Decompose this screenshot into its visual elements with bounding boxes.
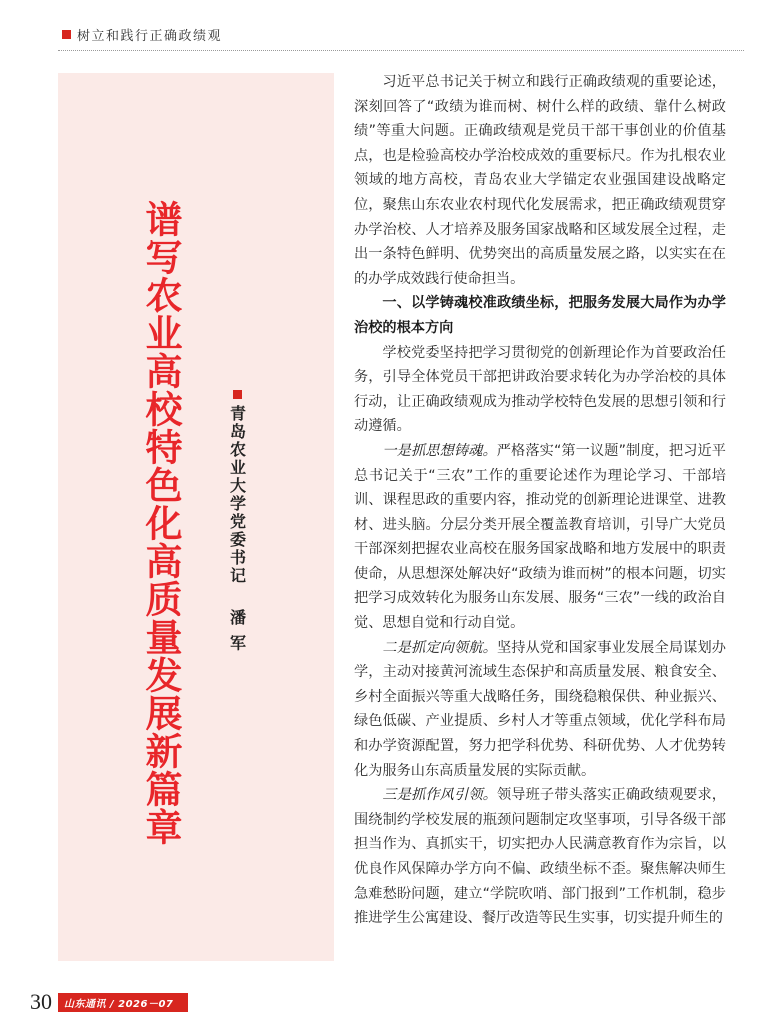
paragraph-4	[354, 636, 726, 784]
paragraph-5-text: 领导班子带头落实正确政绩观要求，围绕制约学校发展的瓶颈问题制定攻坚事项，引导各级干部担当作为、真抓实干，切实把办人民满意教育作为宗旨，以优良作风保障办学方向不偏、政绩坐标不歪。聚焦解决师生急难愁盼问题，建立“学院吹哨、部门报到”工作机制，稳步推进学生公寓建设、餐厅改造等民生实事，切实提升师生的	[354, 787, 726, 927]
paragraph-5-lead: 三是抓作风引领。	[382, 787, 497, 804]
paragraph-3-text: 严格落实“第一议题”制度，把习近平总书记关于“三农”工作的重要论述作为理论学习、干部培训、课程思政的重要内容，推动党的创新理论进课堂、进教材、进头脑。分层分类开展全覆盖教育培训，引导广大党员干部深刻把握农业高校在服务国家战略和地方发展中的职责使命，从思想深处解决好“政绩为谁而树”的根本问题，切实把学习成效转化为服务山东发展、服务“三农”一线的政治自觉、思想自觉和行动自觉。	[354, 442, 726, 632]
paragraph-3-lead: 一是抓思想铸魂。	[382, 442, 497, 459]
section-marker	[62, 30, 71, 39]
magazine-name: 山东通讯	[64, 999, 106, 1010]
paragraph-2: 学校党委坚持把学习贯彻党的创新理论作为首要政治任务，引导全体党员干部把讲政治要求转化为办学治校的具体行动，让正确政绩观成为推动学校特色发展的思想引领和行动遵循。	[354, 344, 726, 435]
issue-number: / 2026－07	[110, 999, 174, 1010]
masthead-bar	[58, 993, 188, 1012]
paragraph-3	[354, 439, 726, 636]
paragraph-4-lead: 二是抓定向领航。	[382, 639, 497, 656]
author-role: 青岛农业大学党委书记	[227, 405, 247, 585]
author-byline	[222, 390, 252, 653]
paragraph-4-text: 坚持从党和国家事业发展全局谋划办学，主动对接黄河流域生态保护和高质量发展、粮食安全、乡村全面振兴等重大战略任务，围绕稳粮保供、种业振兴、绿色低碳、产业提质、乡村人才等重点领域，优化学科布局和办学资源配置，努力把学科优势、科研优势、人才优势转化为服务山东高质量发展的实际贡献。	[354, 639, 726, 779]
page-footer	[30, 987, 188, 1013]
section-header	[62, 24, 742, 44]
paragraph-5	[354, 783, 726, 931]
article-body	[354, 70, 726, 931]
section-heading-1: 一、以学铸魂校准政绩坐标，把服务发展大局作为办学治校的根本方向	[354, 295, 726, 336]
page-number: 30	[30, 989, 52, 1014]
section-label: 树立和践行正确政绩观	[77, 28, 223, 44]
paragraph-intro: 习近平总书记关于树立和践行正确政绩观的重要论述，深刻回答了“政绩为谁而树、树什么样的政绩、靠什么树政绩”等重大问题。正确政绩观是党员干部干事创业的价值基点，也是检验高校办学治校成效的重要标尺。作为扎根农业领域的地方高校，青岛农业大学锚定农业强国建设战略定位，聚焦山东农业农村现代化发展需求，把正确政绩观贯穿办学治校、人才培养及服务国家战略和区域发展全过程，走出一条特色鲜明、优势突出的高质量发展之路，以实实在在的办学成效践行使命担当。	[354, 74, 726, 287]
byline-marker	[233, 390, 242, 399]
article-title: 谱写农业高校特色化高质量发展新篇章	[139, 200, 182, 846]
title-panel	[58, 73, 334, 961]
header-divider	[58, 50, 744, 51]
author-name: 潘 军	[227, 609, 247, 653]
